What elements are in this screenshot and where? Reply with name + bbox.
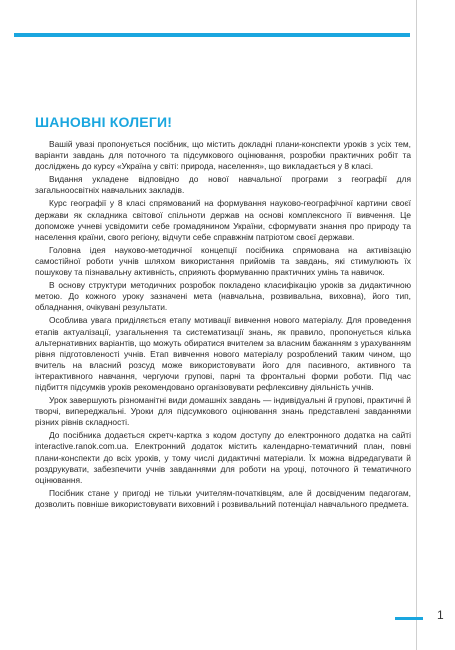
top-rule (14, 33, 410, 37)
page-number: 1 (437, 608, 444, 622)
paragraph-1: Вашій увазі пропонується посібник, що містить докладні плани-конспекти уроків з усіх тем, варіанти завдань для поточного та підсумкового оцінювання, розробки практичних робіт та досліджень до курсу «Україна у світі: природа, населення», що викладається у 8 класі. (35, 139, 411, 172)
paragraph-9: Посібник стане у пригоді не тільки учителям-початківцям, але й досвідченим педагогам, дозволить повніше використовувати виховний і розвивальний потенціал навчального предмета. (35, 487, 411, 509)
paragraph-7: Урок завершують різноманітні види домашніх завдань — індивідуальні й групові, практичні й творчі, випереджальні. Уроки для підсумкового оцінювання знань представлені завданнями різних рівнів складності. (35, 395, 411, 428)
paragraph-4: Головна ідея науково-методичної концепції посібника спрямована на активізацію самостійної роботи учнів шляхом використання прийомів та завдань, які стимулюють їх пошукову та пізнавальну активність, сприяють формуванню практичних умінь та навичок. (35, 244, 411, 278)
paragraph-3: Курс географії у 8 класі спрямований на формування науково-географічної картини своєї держави як складника світової спільноти держав на основі комплексного її вивчення. Це допоможе учневі усвідомити себе громадянином України, сформувати знання про природу та населення країни, свого регіону, відчути себе справжнім патріотом своєї держави. (35, 198, 411, 242)
page-spine-line (416, 0, 417, 650)
footer-accent-bar (395, 617, 423, 620)
paragraph-5: В основу структури методичних розробок покладено класифікацію уроків за дидактичною метою. До кожного уроку зазначені мета (навчальна, розвивальна, виховна), його тип, обладнання, очікувані результати. (35, 280, 411, 313)
paragraph-2: Видання укладене відповідно до нової навчальної програми з географії для загальноосвітніх навчальних закладів. (35, 174, 411, 196)
page-title: ШАНОВНІ КОЛЕГИ! (35, 114, 173, 130)
paragraph-6: Особлива увага приділяється етапу мотивації вивчення нового матеріалу. Для проведення етапів актуалізації, узагальнення та систематизації знань, як правило, пропонується кілька альтернативних варіантів, що можуть обиратися вчителем за власним бажанням з урахуванням рівня підготовленості учнів. Етап вивчення нового матеріалу розроблений таким чином, що вчитель на власний розсуд може використовувати його для пасивного, активного та інтерактивного навчання, чергуючи групові, парні та фронтальні форми роботи. Під час підбиття підсумків уроків рекомендовано організовувати рефлексивну діяльність учнів. (35, 315, 411, 392)
paragraph-8: До посібника додається скретч-картка з кодом доступу до електронного додатка на сайті interactive.ranok.com.ua. Електронний додаток містить календарно-тематичний план, повні плани-конспекти до всіх уроків, у тому числі дидактичні матеріали. Їх можна відредагувати й роздрукувати, забезпечити учнів завданнями для роботи на уроці, поточного й тематичного оцінювання. (35, 430, 411, 485)
body-text (35, 139, 411, 512)
